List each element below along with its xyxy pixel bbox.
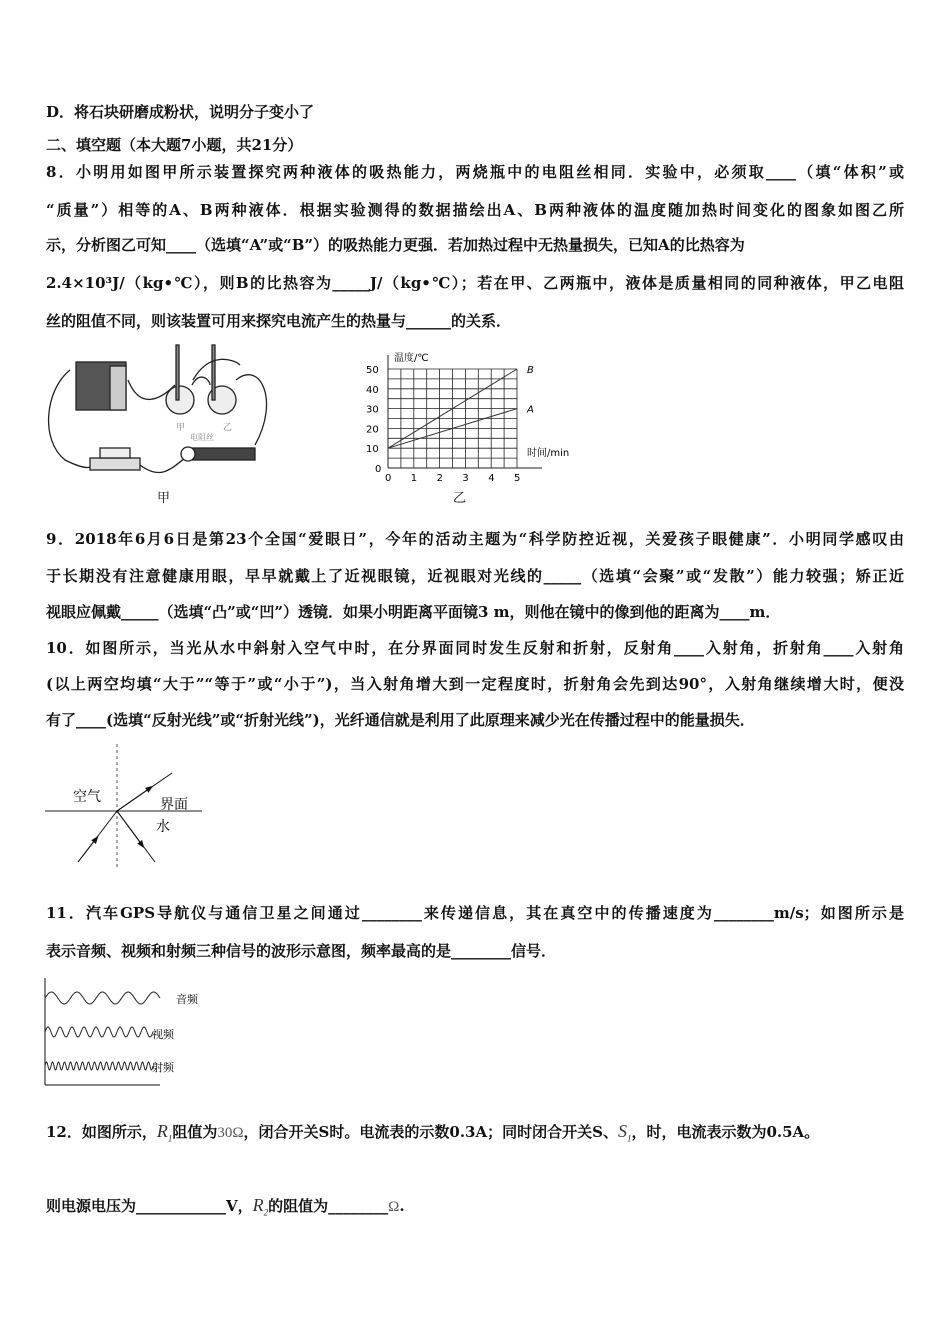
video-label: 视频 bbox=[152, 1028, 174, 1041]
origin-label: 0 bbox=[375, 464, 382, 475]
q8-line: 2.4×10³J/（kg•℃），则B的比热容为_____J/（kg•℃）；若在甲、乙两瓶中，液体是质量相同的同种液体，甲乙电阻 bbox=[46, 274, 904, 292]
x-tick-label: 2 bbox=[436, 473, 443, 484]
radio-wave bbox=[45, 1062, 153, 1070]
q12-text: 阻值为 bbox=[172, 1123, 218, 1141]
x-axis-label: 时间/min bbox=[527, 448, 570, 459]
x-tick-label: 0 bbox=[385, 473, 392, 484]
y-tick-label: 10 bbox=[366, 444, 379, 456]
ohm-symbol: Ω bbox=[388, 1199, 400, 1215]
q10-line: (以上两空均填“大于”“等于”或“小于”)，当入射角增大到一定程度时，折射角会先到达90°，入射角继续增大时，便没 bbox=[46, 675, 904, 693]
q8-line: 丝的阻值不同，则该装置可用来探究电流产生的热量与______的关系． bbox=[46, 312, 512, 330]
y-tick-label: 40 bbox=[366, 384, 379, 396]
flask-left-label: 甲 bbox=[176, 423, 186, 433]
wire-label: 电阻丝 bbox=[190, 433, 214, 442]
r1-letter: R bbox=[156, 1121, 168, 1141]
radio-label: 射频 bbox=[152, 1061, 174, 1074]
air-label: 空气 bbox=[73, 789, 101, 805]
q9-line: 9．2018年6月6日是第23个全国“爱眼日”，今年的活动主题为“科学防控近视，关爱孩子眼健康”．小明同学感叹由 bbox=[46, 530, 904, 548]
x-tick-label: 3 bbox=[462, 473, 469, 484]
y-tick-label: 50 bbox=[366, 365, 379, 376]
audio-wave bbox=[45, 992, 160, 1004]
q10-line: 10．如图所示，当光从水中斜射入空气中时，在分界面同时发生反射和折射，反射角____入射角，折射角____入射角 bbox=[46, 639, 904, 657]
q12-text: . bbox=[399, 1197, 405, 1215]
y-axis-label: 温度/℃ bbox=[394, 353, 429, 364]
flask-right-label: 乙 bbox=[223, 423, 233, 433]
audio-label: 音频 bbox=[176, 993, 198, 1006]
q7-option-d: D．将石块研磨成粉状，说明分子变小了 bbox=[46, 103, 315, 121]
water-label: 水 bbox=[156, 819, 170, 835]
q9-line: 于长期没有注意健康用眼，早早就戴上了近视眼镜，近视眼对光线的_____（选填“会聚”或“发散”）能力较强；矫正近 bbox=[46, 567, 904, 585]
r2-symbol bbox=[252, 1195, 269, 1218]
r1-value: 30Ω bbox=[217, 1125, 244, 1141]
s1-letter: S bbox=[617, 1121, 627, 1141]
q9-line: 视眼应佩戴_____（选填“凸”或“凹”）透镜．如果小明距离平面镜3 m，则他在镜中的像到他的距离为____m． bbox=[46, 603, 781, 621]
y-tick-label: 30 bbox=[366, 404, 379, 416]
series-label-B: B bbox=[527, 365, 534, 376]
interface-label: 界面 bbox=[160, 797, 188, 813]
q12-line2 bbox=[46, 1195, 405, 1223]
x-tick-label: 1 bbox=[410, 473, 418, 484]
figure-jia-caption: 甲 bbox=[157, 491, 171, 506]
q11-line: 11．汽车GPS导航仪与通信卫星之间通过________来传递信息，其在真空中的传播速度为________m/s；如图所示是 bbox=[46, 904, 904, 922]
refraction-figure bbox=[40, 740, 240, 870]
q8-line: 示，分析图乙可知____（选填“A”或“B”）的吸热能力更强．若加热过程中无热量损失，已知A的比热容为 bbox=[46, 236, 745, 254]
q12-text: 的阻值为________ bbox=[268, 1197, 389, 1215]
s1-symbol bbox=[617, 1121, 632, 1144]
x-tick-label: 5 bbox=[514, 473, 521, 484]
waveform-figure bbox=[40, 970, 220, 1090]
circuit-figure bbox=[40, 340, 280, 500]
q12-text: 则电源电压为____________V， bbox=[46, 1197, 253, 1215]
section-title: 二、填空题（本大题7小题，共21分） bbox=[46, 136, 303, 154]
x-tick-label: 4 bbox=[488, 473, 495, 484]
r1-sub: 1 bbox=[167, 1133, 173, 1144]
y-tick-label: 20 bbox=[366, 424, 379, 436]
q12-text: ，时，电流表示数为0.5A。 bbox=[631, 1123, 820, 1141]
q11-line: 表示音频、视频和射频三种信号的波形示意图，频率最高的是________信号． bbox=[46, 942, 557, 960]
r2-letter: R bbox=[252, 1195, 264, 1215]
q12-text: 12．如图所示， bbox=[46, 1123, 157, 1141]
r2-sub: 2 bbox=[263, 1207, 269, 1218]
switch-icon bbox=[90, 458, 140, 470]
q8-line: “质量”）相等的A、B两种液体．根据实验测得的数据描绘出A、B两种液体的温度随加热时间变化的图象如图乙所 bbox=[46, 201, 904, 219]
video-wave bbox=[45, 1027, 153, 1037]
q12-text: ，闭合开关S时。电流表的示数0.3A；同时闭合开关S、 bbox=[243, 1123, 618, 1141]
flask-left-icon bbox=[166, 386, 194, 414]
r1-symbol bbox=[156, 1121, 173, 1144]
series-label-A: A bbox=[527, 404, 534, 416]
q10-line: 有了____(选填“反射光线”或“折射光线”)，光纤通信就是利用了此原理来减少光在传播过程中的能量损失． bbox=[46, 711, 755, 729]
s1-sub: 1 bbox=[626, 1133, 632, 1144]
q12-line1 bbox=[46, 1121, 819, 1149]
figure-yi-caption: 乙 bbox=[453, 491, 467, 506]
temperature-chart bbox=[355, 340, 595, 490]
q8-line: 8．小明用如图甲所示装置探究两种液体的吸热能力，两烧瓶中的电阻丝相同．实验中，必须取____（填“体积”或 bbox=[46, 163, 904, 181]
